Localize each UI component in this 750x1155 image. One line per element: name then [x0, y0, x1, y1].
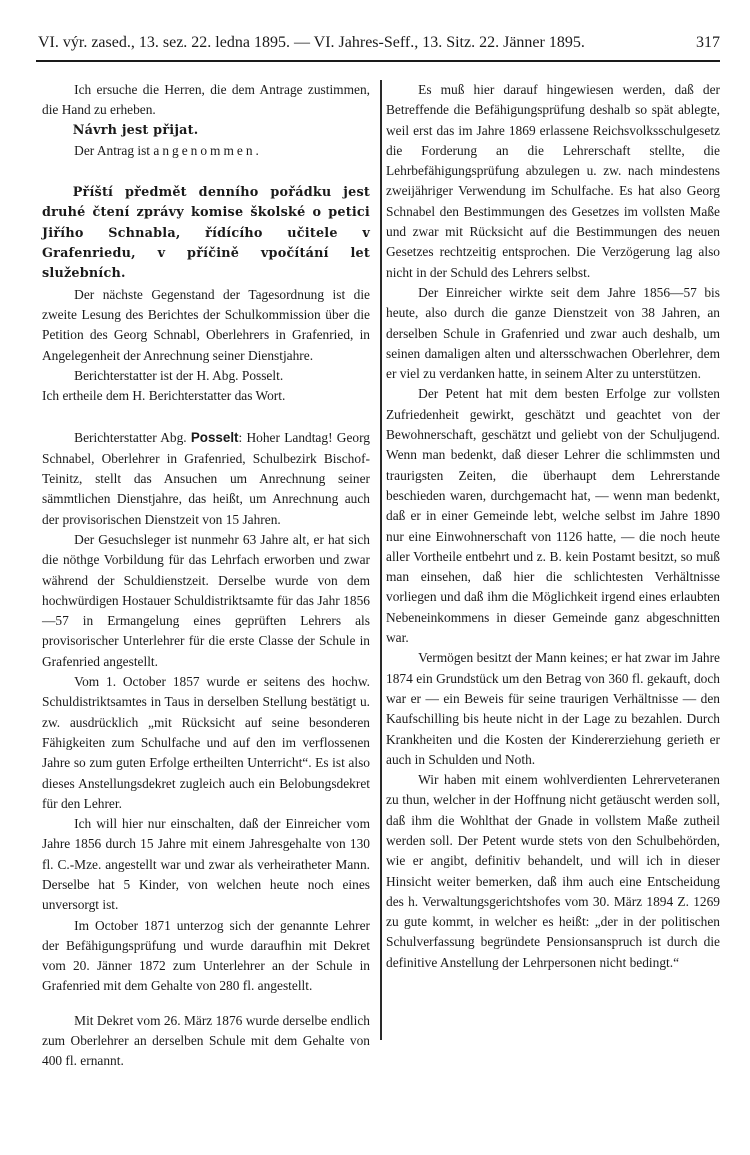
spacer — [42, 406, 370, 428]
page-header — [38, 30, 720, 56]
paragraph: Der nächste Gegenstand der Tagesordnung ist die zweite Lesung des Berichtes der Schulkommission über die Petition des Georg Schnabl, Oberlehrers in Grafenried, in Angelegenheit der Anrechnung seiner Dienstjahre. — [42, 286, 370, 363]
paragraph: Ich will hier nur einschalten, daß der Einreicher vom Jahre 1856 durch 15 Jahre mit einem Jahresgehalte von 130 fl. C.-Mze. angestellt war und zwar als verheiratheter Mann. Derselbe hat 5 Kinder, von welchen heute noch eines unversorgt ist. — [42, 816, 370, 913]
speaker-paragraph — [42, 428, 370, 529]
text-span: Der Antrag ist — [74, 142, 154, 158]
paragraph: Ich ertheile dem H. Berichterstatter das Wort. — [42, 388, 286, 404]
paragraph: Berichterstatter ist der H. Abg. Posselt. — [74, 367, 284, 383]
paragraph: Vermögen besitzt der Mann keines; er hat zwar im Jahre 1874 ein Grundstück um den Betrag von 360 fl. gekauft, doch war er — ein Beweis für seine traurigen Verhältnisse — den Kaufschilling bis heute nicht in der Lage zu bezahlen. Durch Krankheiten und die Kosten der Kindererziehung gerieth er auch in Schulden und Noth. — [386, 650, 720, 767]
spacer — [42, 997, 370, 1011]
header-rule — [36, 60, 720, 62]
text-span: : Hoher Landtag! Georg Schnabel, Oberlehrer in Grafenried, Schulbezirk Bischof-Teinitz, stellt das Ansuchen um Anrechnung seiner sämmtlichen Dienstjahre, das heißt, um Anrechnung auch der provisorischen Dienstzeit von 15 Jahren. — [42, 430, 371, 527]
paragraph: Mit Dekret vom 26. März 1876 wurde derselbe endlich zum Oberlehrer an derselben Schule mit dem Gehalte von 400 fl. ernannt. — [42, 1012, 370, 1069]
paragraph: Wir haben mit einem wohlverdienten Lehrerveteranen zu thun, welcher in der Hoffnung nicht getäuscht werden soll, daß ihm die Wohlthat der Gnade in vollstem Maße zutheil werden soll. Der Petent wurde stets von den Schulbehörden, wie er angibt, definitiv behandelt, und will ich in dieser Hinsicht weiter bemerken, daß ihm auch eine Entscheidung des h. Verwaltungsgerichtshofes vom 30. März 1894 Z. 1269 zu gute kommt, in welcher es heißt: „der in der politischen Schulverfassung begründete Pensionsanspruch ist durch die definitive Anstellung der Lehrpersonen nicht bedingt.“ — [386, 772, 720, 970]
paragraph: Es muß hier darauf hingewiesen werden, daß der Betreffende die Befähigungsprüfung deshalb so spät ablegte, weil erst das im Jahre 1869 erlassene Reichsvolksschulgesetz die Forderung an die Lehrerschaft stellte, die Lehrbefähigungsprüfung abzulegen u. zw. nach mindestens zweijähriger Verwendung im Schulfache. Es hat also Georg Schnabel den Bestimmungen des Gesetzes im vollsten Maße und zwar mit Rücksicht auf die Bestimmungen des neuen Gesetzes rechtzeitig entsprochen. Die Verzögerung lag also nicht in der Schuld des Lehrers selbst. — [386, 82, 720, 280]
paragraph: Der Petent hat mit dem besten Erfolge zur vollsten Zufriedenheit gewirkt, geschätzt und geachtet von der Bewohnerschaft, geschätzt und geliebt von der Schuljugend. Wenn man bedenkt, daß dieser Lehrer die schlimmsten und traurigsten Zeiten, die überhaupt dem Lehrerstande beschieden waren, durchgemacht hat, — wenn man bedenkt, daß er in einer Gemeinde lebt, welche selbst im Jahre 1890 nur eine Einwohnerschaft von 1126 hatte, — die noch heute aller Vortheile entbehrt und z. B. kein Postamt besitzt, so muß man einsehen, daß hier die schlichtesten Verhältnisse vorliegen und daß ihm die Möglichkeit irgend eines erlaubten Nebeneinkommens in dieser Gemeinde ganz abgeschnitten war. — [386, 386, 720, 646]
text-span: Berichterstatter Abg. — [74, 430, 191, 446]
paragraph: Im October 1871 unterzog sich der genannte Lehrer der Befähigungsprüfung und wurde daraufhin mit Dekret vom 20. Jänner 1872 zum Unterlehrer an der Schule in Grafenried mit dem Gehalte von 280 fl. angestellt. — [42, 917, 370, 994]
column-divider — [380, 80, 382, 1040]
czech-agenda-item: Příští předmět denního pořádku jest druhé čtení zprávy komise školské o petici Jiřího Schnabla, řídícího učitele v Grafenriedu, v příčině vpočítání let služebních. — [42, 185, 370, 282]
emphasis-text: angenommen. — [153, 142, 262, 158]
czech-resolution: Návrh jest přijat. — [72, 122, 199, 138]
spacer — [42, 161, 370, 183]
running-head: VI. výr. zased., 13. sez. 22. ledna 1895. — VI. Jahres-Seff., 13. Sitz. 22. Jänner 1895. — [38, 34, 585, 51]
page-number: 317 — [696, 34, 720, 51]
left-column — [42, 80, 370, 1072]
right-column — [386, 80, 720, 973]
paragraph: Ich ersuche die Herren, die dem Antrage zustimmen, die Hand zu erheben. — [42, 82, 370, 118]
paragraph — [42, 141, 370, 161]
paragraph: Der Einreicher wirkte seit dem Jahre 1856—57 bis heute, also durch die ganze Dienstzeit von 38 Jahren, an derselben Schule in Grafenried und zwar auch deshalb, um seinen damaligen alten und altersschwachen Oberlehrer, dem er viel zu verdanken hatte, in seinem Alter zu unterstützen. — [386, 284, 720, 382]
speaker-name: Posselt — [190, 430, 239, 446]
paragraph: Der Gesuchsleger ist nunmehr 63 Jahre alt, er hat sich die nöthge Vorbildung für das Lehrfach erworben und zwar während der Schuldienstzeit. Derselbe wurde von dem hochwürdigen Hostauer Schuldistriktsamte für das Jahr 1856—57 in Ermangelung eines geprüften Lehrers als provisorischer Unterlehrer für die erste Classe der Schule in Grafenried angestellt. — [42, 531, 370, 669]
paragraph: Vom 1. October 1857 wurde er seitens des hochw. Schuldistriktsamtes in Taus in derselben Stellung bestätigt u. zw. ausdrücklich „mit Rücksicht auf seine besonderen Fähigkeiten zum Schulfache und auf den im verflossenen Jahre so zum guten Erfolge ertheilten Unterricht“. Es ist also dieses Anstellungsdekret zugleich auch ein Belobungsdekret für den Lehrer. — [42, 674, 370, 811]
